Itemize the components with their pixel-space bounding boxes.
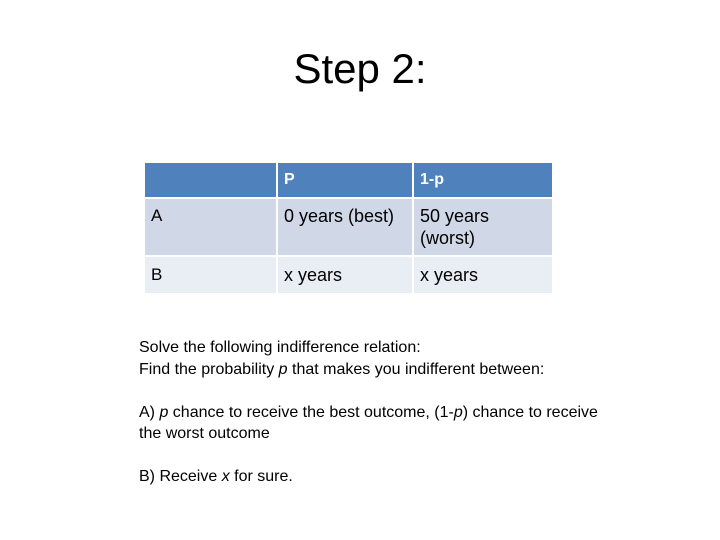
instruction-line-1: Solve the following indifference relation: xyxy=(139,339,421,356)
row-a-p-outcome: 0 years (best) xyxy=(277,198,413,256)
table-header-row xyxy=(144,162,553,198)
header-cell-1-minus-p: 1-p xyxy=(413,162,553,198)
row-label-b: B xyxy=(144,256,277,294)
row-label-a: A xyxy=(144,198,277,256)
row-b-p-outcome: x years xyxy=(277,256,413,294)
header-cell-p: P xyxy=(277,162,413,198)
table-row-b xyxy=(144,256,553,294)
instructions-text xyxy=(139,337,609,488)
instruction-line-2: Find the probability p that makes you indifferent between: xyxy=(139,360,545,378)
option-a-text: A) p chance to receive the best outcome, (1-p) chance to receive the worst outcome xyxy=(139,403,598,442)
row-b-q-outcome: x years xyxy=(413,256,553,294)
slide-title: Step 2: xyxy=(293,45,427,92)
lottery-table xyxy=(143,161,554,295)
variable-p: p xyxy=(453,403,463,421)
variable-p: p xyxy=(159,403,169,421)
header-cell-empty xyxy=(144,162,277,198)
variable-x: x xyxy=(221,468,230,485)
table-row-a xyxy=(144,198,553,256)
option-b-text: B) Receive x for sure. xyxy=(139,468,293,485)
row-a-q-outcome: 50 years (worst) xyxy=(413,198,553,256)
variable-p: p xyxy=(278,360,288,378)
